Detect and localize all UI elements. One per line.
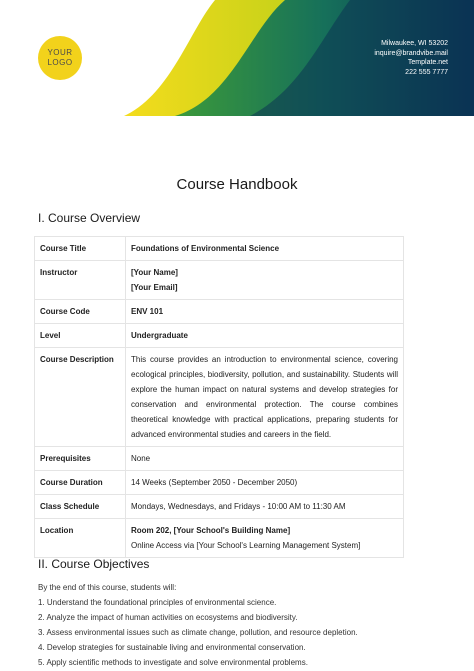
prerequisites-value: None [126, 447, 404, 471]
row-label: Level [35, 324, 126, 348]
table-row [35, 261, 404, 300]
row-label: Location [35, 519, 126, 558]
row-label: Course Code [35, 300, 126, 324]
objectives-list [38, 580, 448, 670]
list-item: 4. Develop strategies for sustainable living and environmental conservation. [38, 643, 306, 652]
section-heading-objectives: II. Course Objectives [38, 557, 150, 571]
location-room: Room 202, [Your School's Building Name] [131, 526, 291, 535]
location-online: Online Access via [Your School's Learning Management System] [131, 541, 361, 550]
row-label: Course Title [35, 237, 126, 261]
location-value [126, 519, 404, 558]
instructor-value [126, 261, 404, 300]
table-row [35, 447, 404, 471]
section-heading-overview: I. Course Overview [38, 211, 141, 225]
list-item: 3. Assess environmental issues such as climate change, pollution, and resource depletion. [38, 628, 358, 637]
contact-phone: 222 555 7777 [405, 68, 448, 76]
logo-text-line2: LOGO [47, 58, 73, 67]
list-item: 5. Apply scientific methods to investigate and solve environmental problems. [38, 658, 308, 667]
instructor-email: [Your Email] [131, 283, 178, 292]
logo [38, 36, 82, 80]
table-row [35, 471, 404, 495]
row-label: Class Schedule [35, 495, 126, 519]
level-value: Undergraduate [126, 324, 404, 348]
instructor-name: [Your Name] [131, 268, 178, 277]
table-row [35, 519, 404, 558]
course-title-value: Foundations of Environmental Science [126, 237, 404, 261]
table-row [35, 495, 404, 519]
course-overview-table [34, 236, 404, 558]
list-item: 2. Analyze the impact of human activities on ecosystems and biodiversity. [38, 613, 298, 622]
row-label: Instructor [35, 261, 126, 300]
contact-website: Template.net [407, 59, 448, 66]
list-item: 1. Understand the foundational principles of environmental science. [38, 598, 277, 607]
contact-email: inquire@brandvibe.mail [374, 49, 448, 57]
course-code-value: ENV 101 [126, 300, 404, 324]
row-label: Prerequisites [35, 447, 126, 471]
objectives-intro: By the end of this course, students will: [38, 583, 177, 592]
row-label: Course Duration [35, 471, 126, 495]
contact-info [374, 39, 448, 77]
table-row [35, 237, 404, 261]
course-description-value: This course provides an introduction to environmental science, covering ecological principles, biodiversity, pollution, and sustainability. Students will explore the human impact on natural systems and develop strategies for conservation and environmental protection. The course combines theoretical knowledge with practical applications, preparing students for advanced environmental studies and careers in the field. [126, 348, 404, 447]
course-duration-value: 14 Weeks (September 2050 - December 2050) [126, 471, 404, 495]
logo-text-line1: YOUR [47, 48, 73, 57]
document-title: Course Handbook [176, 176, 298, 193]
contact-address: Milwaukee, WI 53202 [381, 40, 448, 47]
row-label: Course Description [35, 348, 126, 447]
table-row [35, 300, 404, 324]
table-row [35, 324, 404, 348]
class-schedule-value: Mondays, Wednesdays, and Fridays - 10:00 AM to 11:30 AM [126, 495, 404, 519]
table-row [35, 348, 404, 447]
